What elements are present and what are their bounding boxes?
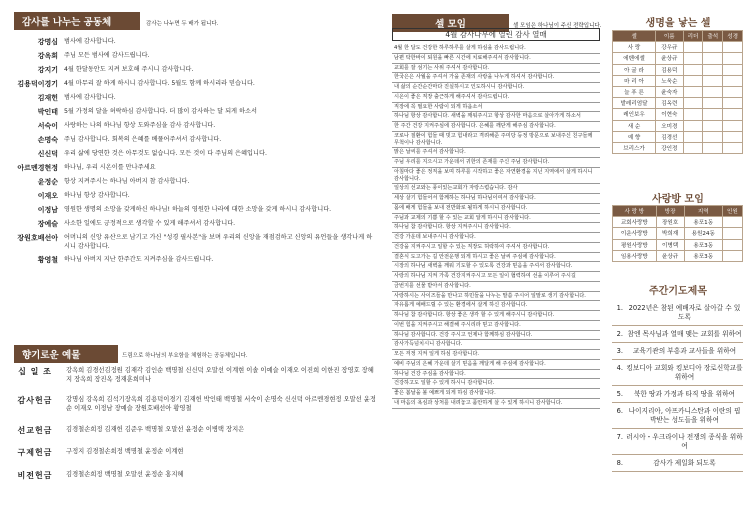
thanks-text: 5월 가정의 달을 허락하심 감사합니다. 더 많이 감사하는 달 되게 하소서 xyxy=(64,108,257,116)
cell-title: 생명을 낳는 셀 xyxy=(645,18,711,29)
love-room-count xyxy=(722,250,742,261)
cell-name: 사 랑 xyxy=(613,42,656,53)
prayer-divider xyxy=(612,359,743,360)
prayer-number: 1. xyxy=(616,304,623,312)
gratitude-item: 하나님 건강 주심을 감사합니다. xyxy=(392,370,600,380)
offering-names: 김경철손희정 백명철 오말선 윤정순 홍지혜 xyxy=(66,470,184,478)
thanks-name: 이재오 xyxy=(37,192,58,201)
offering-label: 감사헌금 xyxy=(17,396,53,406)
gratitude-item: 건강하고도 일할 수 있게 하시니 감사합니다. xyxy=(392,379,600,389)
thanks-text: 항상 지켜주시는 하나님 아버지 참 감사합니다. xyxy=(64,178,190,186)
cell-leader-col xyxy=(683,98,703,109)
love-room-host: 장원호 xyxy=(656,217,684,228)
prayer-text: 2022년은 참된 예배자로 살아갈 수 있도록 xyxy=(628,304,741,321)
thanks-row xyxy=(4,108,376,117)
cell-leader-col xyxy=(683,42,703,53)
prayer-number: 8. xyxy=(616,459,623,468)
thanks-row xyxy=(4,122,376,131)
love-room-table xyxy=(612,205,743,262)
love-table-header-row xyxy=(613,206,743,217)
cell-attendance xyxy=(703,131,723,142)
gratitude-item: 4월 한 달도 건강한 하루하루를 살게 하심을 감사드립니다. xyxy=(392,44,600,54)
cell-row xyxy=(613,142,743,153)
thanks-row xyxy=(4,66,376,75)
gratitude-item: 건강을 지켜주시고 일할 수 있는 직장도 허락하여 주셔서 감사합니다. xyxy=(392,243,600,253)
thanks-name: 이정남 xyxy=(37,206,58,215)
gratitude-item: 예비 주님의 은혜 가운데 살기 믿음을 깨달게 해 주심에 감사합니다. xyxy=(392,360,600,370)
gratitude-item: 한국은은 사월을 주셔서 가을 존재의 사랑을 나누게 하셔서 감사합니다. xyxy=(392,73,600,83)
cell-table-header: 성경 xyxy=(723,31,743,42)
prayer-divider xyxy=(612,428,743,429)
gratitude-item: 시장의 하나님 새벽을 깨워 기도할 수 있도록 건강과 믿음을 주셔서 감사합니다. xyxy=(392,262,600,272)
love-room-name: 이운사랑방 xyxy=(613,228,657,239)
gratitude-item: 내 삶의 순간순간마다 진실하시고 인도하시니 감사합니다. xyxy=(392,83,600,93)
prayer-text: 북한 땅과 가정과 타직 땅을 위하여 xyxy=(633,390,736,399)
love-room-host: 윤상규 xyxy=(656,250,684,261)
thanks-name: 윤정순 xyxy=(37,178,58,187)
cell-leader-col xyxy=(683,53,703,64)
thanks-note: 감사는 나누면 두 배가 됩니다. xyxy=(146,21,219,27)
gratitude-item: 사랑의 하나님 지켜 가족 건강지켜주시고 모든 일이 협력하여 선을 이루어 주시길 xyxy=(392,272,600,282)
cell-name: 발레리엄달 xyxy=(613,98,656,109)
prayer-item xyxy=(612,347,743,356)
thanks-name: 황영철 xyxy=(37,255,58,264)
love-room-count xyxy=(722,228,742,239)
cell-table xyxy=(612,30,743,154)
cell-row xyxy=(613,86,743,97)
thanks-text: 범사에 감사합니다. xyxy=(64,94,116,102)
thanks-text: 범사에 감사합니다. xyxy=(64,38,116,45)
offering-row xyxy=(4,366,376,384)
thanks-name: 김용덕이경기 xyxy=(17,80,58,89)
prayer-text: 러시아・우크라이나 전쟁의 종식을 위하여 xyxy=(626,433,743,451)
offering-row xyxy=(4,395,376,413)
thanks-text: 사랑하는 나의 하나님 항상 도와주심을 감사 감사합니다. xyxy=(64,122,216,130)
love-room-row xyxy=(613,239,743,250)
cell-leader-col xyxy=(683,86,703,97)
cell-attendance xyxy=(703,42,723,53)
love-room-name: 임용사랑방 xyxy=(613,250,657,261)
love-room-host: 박희재 xyxy=(656,228,684,239)
thanks-text: 하나님, 우리 시온이를 만나주세요 xyxy=(64,164,156,172)
gratitude-item: 세상 살기 힘들어서 함께하는 하나님 하나님이여서 감사합니다. xyxy=(392,194,600,204)
cell-leader: 강인정 xyxy=(656,142,684,153)
gratitude-item: 몸에 배게 힘들을 보내 전반화로 될하게 하시니 감사합니다. xyxy=(392,204,600,214)
gratitude-item: 건강 가운데 보내주시니 감사합니다. xyxy=(392,233,600,243)
gratitude-item: 내 마음의 욕심과 상처를 내려놓고 품안하게 살 수 있게 하시니 감사합니다. xyxy=(392,399,600,409)
gratitude-item: 교회를 잘 섬기는 사위 주셔서 감사합니다. xyxy=(392,64,600,74)
cell-row xyxy=(613,75,743,86)
cell-leader: 강우규 xyxy=(656,42,684,53)
cell-leader-col xyxy=(683,75,703,86)
cell-row xyxy=(613,53,743,64)
cell-leader: 김용덕 xyxy=(656,64,684,75)
thanks-name: 장원호배선아 xyxy=(17,234,58,243)
prayer-title: 주간기도제목 xyxy=(649,286,707,297)
thanks-name: 아르멘경현정 xyxy=(17,164,58,173)
offering-label: 비전헌금 xyxy=(17,470,53,480)
gratitude-item: 주님 우리를 지으시고 가운데서 귀한의 존재를 주신 주님 감사합니다. xyxy=(392,158,600,168)
cell-meeting-note: 셀 모임은 하나님이 주신 전략입니다. xyxy=(513,23,602,29)
cell-name: 마 리 아 xyxy=(613,75,656,86)
gratitude-item: 주님과 교제의 기쁨 할 수 있는 교회 알게 하시니 감사합니다. xyxy=(392,214,600,224)
gratitude-item: 시온이 좋은 직장 출근하게 해주셔서 감사드립니다. xyxy=(392,93,600,103)
gratitude-item: 하나님 감사합니다. 건강 주시고 언제나 함께하심 감사합니다. xyxy=(392,331,600,341)
offering-names: 강명심 강옥희 김석기장옥희 김용덕이경기 김재헌 박인태 백명철 서숙이 손명숙 신신덕 아르멘경현정 오말선 윤정순 이재오 이정남 장예슬 장원호배선아 황영철 xyxy=(66,396,376,413)
cell-leader: 김옥련 xyxy=(656,98,684,109)
thanks-row xyxy=(4,206,376,215)
cell-leader: 오미경 xyxy=(656,120,684,131)
cell-bible xyxy=(723,142,743,153)
love-room-area: 용포3동 xyxy=(684,250,722,261)
love-room-row xyxy=(613,217,743,228)
cell-name: 새 순 xyxy=(613,120,656,131)
gratitude-item: 하나님 참 감사합니다. 항상 지켜주시니 감사합니다. xyxy=(392,223,600,233)
cell-name: 아 굴 라 xyxy=(613,64,656,75)
cell-attendance xyxy=(703,53,723,64)
prayer-item xyxy=(612,433,743,450)
prayer-divider xyxy=(612,342,743,343)
gratitude-item: 한 주간 건강 지켜주심에 감사합니다. 은혜를 깨닫게 해주심 감사합니다. xyxy=(392,122,600,132)
offering-names: 김경철손희정 김재헌 김준우 백명철 오말선 윤정순 이병택 장지은 xyxy=(66,425,245,433)
cell-table-header-row xyxy=(613,31,743,42)
cell-meeting-header: 셀 모임 xyxy=(392,14,509,32)
thanks-text: 우리 삶에 당연한 것은 아무것도 없습니다. 모든 것이 다 주님의 은혜입니다. xyxy=(64,150,267,158)
cell-attendance xyxy=(703,75,723,86)
prayer-item xyxy=(612,304,743,321)
cell-leader: 이현숙 xyxy=(656,109,684,120)
prayer-text: 참엔 목사님과 열매 맺는 교회를 위하여 xyxy=(627,329,742,338)
prayer-item xyxy=(612,390,743,399)
cell-leader-col xyxy=(683,142,703,153)
prayer-divider xyxy=(612,471,743,472)
thanks-name: 장예슬 xyxy=(37,220,58,229)
thanks-name: 신신덕 xyxy=(37,150,58,159)
thanks-text: 주님 감사합니다. 회복의 은혜를 베풀어주셔서 감사합니다. xyxy=(64,136,222,144)
gratitude-item: 사랑하시는 사이즈들을 만나고 하민들을 나누는 말씀 주시어 일말로 생기 감사합니다. xyxy=(392,292,600,302)
cell-bible xyxy=(723,131,743,142)
cell-row xyxy=(613,64,743,75)
thanks-name: 강지기 xyxy=(37,66,58,75)
thanks-text: 하나님 항상 감사합니다. xyxy=(64,192,130,200)
cell-leader: 김경선 xyxy=(656,131,684,142)
gratitude-item: 자유롭게 예배드릴 수 있는 환경에서 살게 하신 감사합니다. xyxy=(392,301,600,311)
thanks-row xyxy=(4,94,376,103)
cell-name: 브리스가 xyxy=(613,142,656,153)
gratitude-item: 직장에 꼭 필요한 사람이 되게 하옵소서 xyxy=(392,103,600,113)
love-table-header: 사 랑 방 xyxy=(613,206,657,217)
prayer-number: 2. xyxy=(616,329,623,338)
gratitude-item: 맑은 날씨를 주셔서 감사합니다. xyxy=(392,148,600,158)
cell-leader-col xyxy=(683,109,703,120)
gratitude-item: 좋은 봄날을 볼 예쁘게 되게 하심 감사합니다. xyxy=(392,389,600,399)
thanks-text: 주님 모든 범사에 감사드립니다. xyxy=(64,52,150,60)
gratitude-item: 남편 탁한바이 퇴원을 빠른 시간에 치료해주셔서 감사합니다. xyxy=(392,54,600,64)
cell-leader-col xyxy=(683,120,703,131)
cell-name: 예 향 xyxy=(613,131,656,142)
gratitude-item: 코로나 질환이 힘들 때 빗고 힘내라고 격려해준 주미당 등정 방문으로 보내주신 친구들께 무척이나 감사합니다. xyxy=(392,132,600,149)
love-room-count xyxy=(722,217,742,228)
cell-bible xyxy=(723,120,743,131)
prayer-number: 5. xyxy=(616,390,623,399)
gratitude-item: 일상의 선교와는 풍이있는교회가 자랑스럽습니다. 감사 xyxy=(392,184,600,194)
cell-table-header: 출석 xyxy=(703,31,723,42)
prayer-number: 3. xyxy=(616,347,623,356)
thanks-name: 박인태 xyxy=(37,108,58,117)
cell-bible xyxy=(723,98,743,109)
thanks-row xyxy=(4,178,376,187)
thanks-name: 손명숙 xyxy=(37,136,58,145)
offering-label: 십 일 조 xyxy=(18,367,52,376)
thanks-name: 강명심 xyxy=(37,38,58,46)
cell-table-header: 리더 xyxy=(683,31,703,42)
thanks-text: 4월 마무리 잘 하게 하시니 감사합니다. 5월도 함께 하시리라 믿습니다. xyxy=(64,80,255,88)
love-table-header: 인원 xyxy=(722,206,742,217)
cell-bible xyxy=(723,75,743,86)
love-room-host: 이병택 xyxy=(656,239,684,250)
love-room-row xyxy=(613,228,743,239)
thanks-row xyxy=(4,164,376,173)
thanks-row xyxy=(4,38,376,47)
offering-row xyxy=(4,447,376,459)
gratitude-item: 하나님 항상 감사합니다. 새벽을 깨워주시고 항상 감사한 마음으로 살아가게 하소서 xyxy=(392,112,600,122)
prayer-text: 교육기관의 부흥과 교사들을 위하여 xyxy=(632,347,737,356)
thanks-text: 사소한 일에도 긍정적으로 생각할 수 있게 해주셔서 감사합니다. xyxy=(64,220,236,228)
cell-bible xyxy=(723,42,743,53)
offering-label: 구제헌금 xyxy=(17,448,53,458)
thanks-text: 영원한 생명의 소망을 갖게하신 하나님! 하늘의 영원한 나라에 대한 소망을 갖게 하시니 감사합니다. xyxy=(64,206,332,214)
love-room-name: 교회사랑방 xyxy=(613,217,657,228)
thanks-row xyxy=(4,52,376,61)
prayer-number: 6. xyxy=(616,407,623,416)
gratitude-item: 감사가득넘치시니 감사합니다. xyxy=(392,340,600,350)
offering-header: 향기로운 예물 xyxy=(14,345,118,363)
gratitude-item: 금번지를 선물 받아서 감사합니다. xyxy=(392,282,600,292)
prayer-text: 나이지리아, 아프카니스탄과 이란의 핍박받는 성도들을 위하여 xyxy=(628,407,741,425)
cell-name: 에벤에셀 xyxy=(613,53,656,64)
prayer-divider xyxy=(612,454,743,455)
offering-names: 구정지 김경철손희정 백명철 윤정순 이계현 xyxy=(66,448,184,456)
gratitude-subtitle: 4월 감사나무에 열린 감사 열매 xyxy=(392,28,600,41)
cell-row xyxy=(613,42,743,53)
cell-row xyxy=(613,131,743,142)
thanks-row xyxy=(4,80,376,89)
cell-row xyxy=(613,109,743,120)
love-room-area: 용포3동 xyxy=(684,239,722,250)
cell-attendance xyxy=(703,142,723,153)
offering-note: 드림으로 하나님의 부요함을 체험하는 공동체입니다. xyxy=(122,353,248,359)
offering-label: 선교헌금 xyxy=(17,425,53,435)
love-table-header: 지역 xyxy=(684,206,722,217)
gratitude-item: 모든 걱정 지켜 일게 하심 감사합니다. xyxy=(392,350,600,360)
cell-bible xyxy=(723,109,743,120)
love-room-row xyxy=(613,250,743,261)
cell-attendance xyxy=(703,86,723,97)
prayer-number: 4. xyxy=(616,364,623,373)
thanks-text: 하나님 아버지 지난 한주간도 지켜주심을 감사드립니다. xyxy=(64,255,214,263)
thanks-row xyxy=(4,136,376,145)
gratitude-item: 하나님 참 감사합니다. 항상 좋은 생각 할 수 있게 해주시니 감사합니다. xyxy=(392,311,600,321)
prayer-item xyxy=(612,407,743,424)
love-room-name: 평원사랑방 xyxy=(613,239,657,250)
prayer-item xyxy=(612,364,743,381)
cell-leader-col xyxy=(683,131,703,142)
thanks-row xyxy=(4,150,376,159)
love-room-title: 사랑방 모임 xyxy=(652,194,704,205)
cell-name: 레인보우 xyxy=(613,109,656,120)
cell-table-header: 이름 xyxy=(656,31,684,42)
cell-attendance xyxy=(703,120,723,131)
thanks-row xyxy=(4,256,376,265)
prayer-divider xyxy=(612,402,743,403)
thanks-row xyxy=(4,220,376,229)
thanks-name: 김재헌 xyxy=(37,94,58,103)
cell-name: 늘 푸 른 xyxy=(613,86,656,97)
gratitude-item: 결혼식 도고가는 길 안전운행 되게 하시고 좋은 날씨 주심에 감사합니다. xyxy=(392,253,600,263)
prayer-text: 킹보디아 교회와 킹보디아 장로신학교를 위하여 xyxy=(626,364,743,382)
thanks-header: 감사를 나누는 공동체 xyxy=(14,12,140,30)
cell-leader: 윤상규 xyxy=(656,53,684,64)
prayer-divider xyxy=(612,385,743,386)
prayer-divider xyxy=(612,325,743,326)
offering-list xyxy=(4,366,376,492)
gratitude-list xyxy=(392,44,600,409)
love-room-area: 용원24동 xyxy=(684,228,722,239)
prayer-item xyxy=(612,330,743,339)
cell-leader-col xyxy=(683,64,703,75)
cell-table-header: 셀 xyxy=(613,31,656,42)
gratitude-item: 아침마다 좋은 정직을 보며 하루를 시작하고 좋은 자연환경을 지닌 지역에서 살게 하시니 감사합니다. xyxy=(392,168,600,185)
thanks-text: 어머니의 신앙 유산으로 남기고 가신 "성경 필사본"을 보며 우리의 신앙을 재점검하고 신앙의 유언들을 생각나게 하시니 감사합니다. xyxy=(64,234,373,250)
cell-bible xyxy=(723,86,743,97)
thanks-list xyxy=(4,38,376,270)
cell-leader: 윤숙자 xyxy=(656,86,684,97)
offering-names: 강옥희 김경선김정원 김재각 김인순 백명철 신신덕 오말선 이계현 이솔 이예슬 이재오 이진희 이한진 장영호 장혜지 장옥희 장진옥 정재훈희미나 xyxy=(66,367,374,384)
cell-attendance xyxy=(703,98,723,109)
offering-row xyxy=(4,470,376,482)
offering-row xyxy=(4,425,376,437)
thanks-name: 서숙이 xyxy=(37,122,58,131)
thanks-row xyxy=(4,234,376,251)
cell-row xyxy=(613,120,743,131)
prayer-list xyxy=(612,304,743,476)
cell-bible xyxy=(723,53,743,64)
love-table-header: 방장 xyxy=(656,206,684,217)
prayer-number: 7. xyxy=(616,433,623,442)
love-room-area: 용포1동 xyxy=(684,217,722,228)
prayer-text: 감사가 제일화 되도록 xyxy=(653,459,716,468)
cell-row xyxy=(613,98,743,109)
love-room-count xyxy=(722,239,742,250)
cell-leader: 노욱순 xyxy=(656,75,684,86)
thanks-name: 강옥희 xyxy=(37,52,58,61)
thanks-text: 4월 한달동안도 지켜 보호해 주시니 감사합니다. xyxy=(64,66,194,74)
cell-attendance xyxy=(703,64,723,75)
gratitude-item: 이번 힘을 지켜주시고 해결해 주시리라 믿고 감사합니다. xyxy=(392,321,600,331)
prayer-item xyxy=(612,459,743,468)
thanks-row xyxy=(4,192,376,201)
cell-bible xyxy=(723,64,743,75)
cell-attendance xyxy=(703,109,723,120)
